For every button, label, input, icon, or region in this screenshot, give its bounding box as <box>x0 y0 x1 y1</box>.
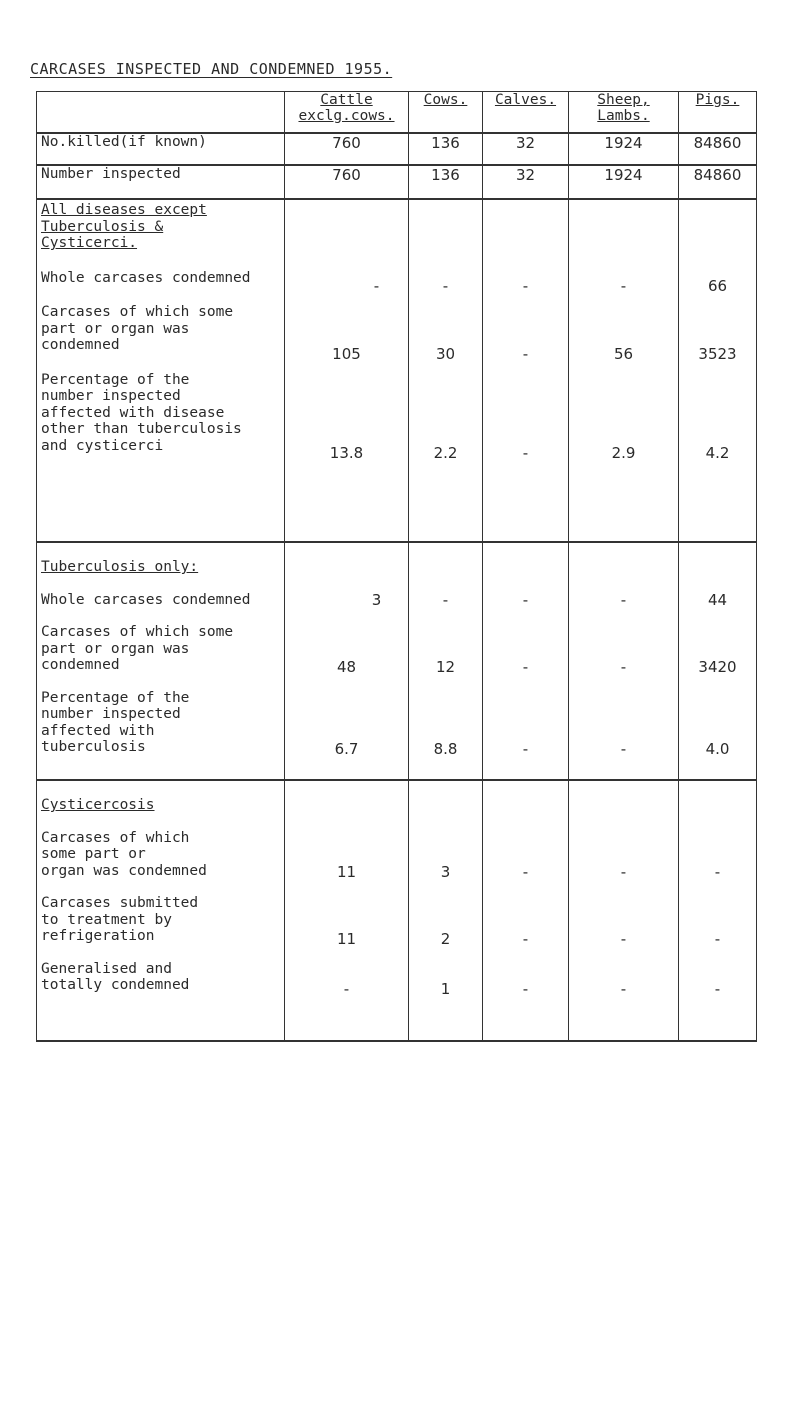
percentage-label-4: other than tuberculosis <box>41 421 242 437</box>
header-sheep <box>569 92 679 134</box>
value-part: 56 <box>613 345 634 363</box>
col-cows <box>409 199 483 542</box>
value-refrigeration: 11 <box>336 930 357 948</box>
percentage-label-1: Percentage of the <box>41 689 190 706</box>
cell-pigs: 84860 <box>679 165 757 199</box>
section-labels <box>37 199 285 542</box>
value-pct: 4.2 <box>705 444 730 462</box>
percentage-label-4: tuberculosis <box>41 739 146 755</box>
value-part: - <box>522 658 529 676</box>
value-part: 3 <box>440 863 451 881</box>
part-condemned-label-3: condemned <box>41 337 120 353</box>
whole-carcases-label: Whole carcases condemned <box>41 591 251 608</box>
part-condemned-label-1: Carcases of which some <box>41 624 234 640</box>
part-condemned-label-2: part or organ was <box>41 640 190 657</box>
value-pct: 4.0 <box>705 740 730 758</box>
percentage-label-3: affected with <box>41 722 155 739</box>
value-pct: 8.8 <box>433 740 458 758</box>
cell-calves: 32 <box>483 165 569 199</box>
value-whole: - <box>373 277 380 295</box>
col-sheep <box>569 542 679 780</box>
header-cows-label: Cows. <box>423 92 468 108</box>
value-part: - <box>620 863 627 881</box>
value-pct: 2.9 <box>611 444 636 462</box>
section-heading-line1: All diseases except <box>41 202 207 218</box>
section-tuberculosis <box>37 542 757 780</box>
header-cattle-line1: Cattle <box>320 92 373 108</box>
col-sheep <box>569 780 679 1041</box>
value-part: - <box>620 658 627 676</box>
value-part: - <box>714 863 721 881</box>
value-pct: - <box>522 444 529 462</box>
section-cysticercosis <box>37 780 757 1041</box>
col-cows <box>409 542 483 780</box>
percentage-label-5: and cysticerci <box>41 437 164 454</box>
header-cows <box>409 92 483 134</box>
cell-cows: 136 <box>409 165 483 199</box>
value-generalised: - <box>620 980 627 998</box>
value-part: 30 <box>435 345 456 363</box>
value-part: - <box>522 863 529 881</box>
generalised-label-1: Generalised and <box>41 960 172 977</box>
header-blank <box>37 92 285 134</box>
header-sheep-line1: Sheep, <box>597 92 650 108</box>
part-condemned-label-2: some part or <box>41 846 146 862</box>
value-whole: 3 <box>371 591 382 609</box>
section-all-diseases <box>37 199 757 542</box>
section-heading: Cysticercosis <box>41 797 155 813</box>
value-pct: - <box>620 740 627 758</box>
percentage-label-2: number inspected <box>41 388 181 404</box>
section-heading-line3: Cysticerci. <box>41 235 138 251</box>
value-refrigeration: - <box>522 930 529 948</box>
refrigeration-label-1: Carcases submitted <box>41 895 199 911</box>
value-whole: - <box>522 277 529 295</box>
value-whole: - <box>620 277 627 295</box>
table-row-inspected <box>37 165 757 199</box>
section-labels <box>37 542 285 780</box>
header-row <box>37 92 757 134</box>
col-calves <box>483 542 569 780</box>
refrigeration-label-3: refrigeration <box>41 928 155 944</box>
value-whole: 66 <box>707 277 728 295</box>
header-calves-label: Calves. <box>494 92 557 108</box>
col-cattle <box>285 542 409 780</box>
carcases-table <box>36 91 757 1042</box>
value-whole: - <box>442 591 449 609</box>
value-pct: - <box>522 740 529 758</box>
cell-cows: 136 <box>409 133 483 165</box>
part-condemned-label-1: Carcases of which some <box>41 304 234 320</box>
value-pct: 13.8 <box>329 444 364 462</box>
cell-cattle: 760 <box>285 133 409 165</box>
value-part: 105 <box>332 345 361 363</box>
col-cattle <box>285 780 409 1041</box>
col-sheep <box>569 199 679 542</box>
generalised-label-2: totally condemned <box>41 977 190 993</box>
value-whole: - <box>522 591 529 609</box>
section-labels <box>37 780 285 1041</box>
section-heading: Tuberculosis only: <box>41 559 199 575</box>
value-generalised: 1 <box>440 980 451 998</box>
header-cattle-line2: exclg.cows. <box>298 108 395 124</box>
value-pct: 6.7 <box>334 740 359 758</box>
value-whole: - <box>620 591 627 609</box>
value-refrigeration: - <box>620 930 627 948</box>
value-part: 11 <box>336 863 357 881</box>
col-pigs <box>679 780 757 1041</box>
row-label: Number inspected <box>37 165 285 199</box>
percentage-label-1: Percentage of the <box>41 371 190 388</box>
cell-sheep: 1924 <box>569 165 679 199</box>
header-cattle <box>285 92 409 134</box>
value-part: 48 <box>336 658 357 676</box>
value-part: 3523 <box>698 345 737 363</box>
col-pigs <box>679 542 757 780</box>
value-whole: - <box>442 277 449 295</box>
col-calves <box>483 780 569 1041</box>
header-pigs <box>679 92 757 134</box>
col-cattle <box>285 199 409 542</box>
value-part: 12 <box>435 658 456 676</box>
value-part: - <box>522 345 529 363</box>
cell-cattle: 760 <box>285 165 409 199</box>
cell-sheep: 1924 <box>569 133 679 165</box>
cell-calves: 32 <box>483 133 569 165</box>
value-pct: 2.2 <box>433 444 458 462</box>
value-refrigeration: - <box>714 930 721 948</box>
value-part: 3420 <box>698 658 737 676</box>
col-cows <box>409 780 483 1041</box>
col-calves <box>483 199 569 542</box>
value-generalised: - <box>343 980 350 998</box>
cell-pigs: 84860 <box>679 133 757 165</box>
part-condemned-label-3: condemned <box>41 657 120 673</box>
percentage-label-3: affected with disease <box>41 404 225 421</box>
row-label: No.killed(if known) <box>37 133 285 165</box>
header-pigs-label: Pigs. <box>695 92 740 108</box>
header-calves <box>483 92 569 134</box>
header-sheep-line2: Lambs. <box>597 108 650 124</box>
table-row-killed <box>37 133 757 165</box>
page-title: CARCASES INSPECTED AND CONDEMNED 1955. <box>30 60 393 78</box>
value-whole: 44 <box>707 591 728 609</box>
value-generalised: - <box>714 980 721 998</box>
percentage-label-2: number inspected <box>41 706 181 722</box>
col-pigs <box>679 199 757 542</box>
part-condemned-label-1: Carcases of which <box>41 829 190 846</box>
value-generalised: - <box>522 980 529 998</box>
whole-carcases-label: Whole carcases condemned <box>41 269 251 286</box>
refrigeration-label-2: to treatment by <box>41 911 172 928</box>
part-condemned-label-2: part or organ was <box>41 320 190 337</box>
value-refrigeration: 2 <box>440 930 451 948</box>
section-heading-line2: Tuberculosis & <box>41 218 164 235</box>
part-condemned-label-3: organ was condemned <box>41 862 207 879</box>
